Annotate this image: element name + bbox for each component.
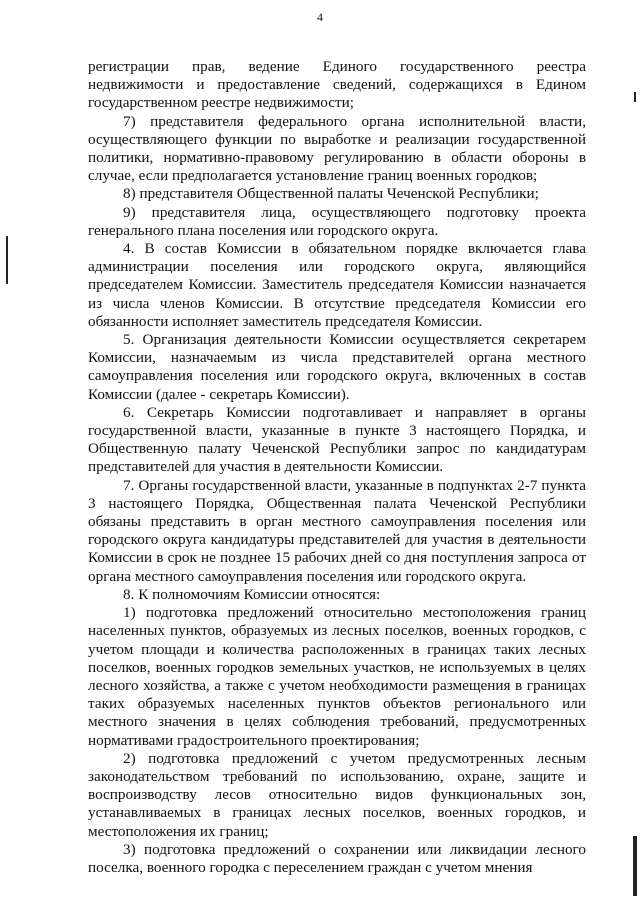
paragraph-item-9: 9) представителя лица, осуществляющего подготовку проекта генерального плана поселения или городского округа.: [88, 203, 586, 239]
page-number: 4: [317, 10, 323, 24]
paragraph-subitem-2: 2) подготовка предложений с учетом предусмотренных лесным законодательством требований по использованию, охране, защите и воспроизводству лесов относительно видов функциональных зон, устанавливаемых в границах лесных поселков, военных городков, и местоположения их границ;: [88, 749, 586, 840]
paragraph-section-6: 6. Секретарь Комиссии подготавливает и направляет в органы государственной власти, указанные в пункте 3 настоящего Порядка, и Общественную палату Чеченской Республики запрос по кандидатурам представителей для участия в деятельности Комиссии.: [88, 403, 586, 476]
paragraph-section-5: 5. Организация деятельности Комиссии осуществляется секретарем Комиссии, назначаемым из числа представителей органа местного самоуправления поселения или городского округа, включенных в состав Комиссии (далее - секретарь Комиссии).: [88, 331, 586, 403]
paragraph-continuation: регистрации прав, ведение Единого государственного реестра недвижимости и предоставление сведений, содержащихся в Едином государственном реестре недвижимости;: [88, 58, 586, 112]
paragraph-section-7: 7. Органы государственной власти, указанные в подпунктах 2-7 пункта 3 настоящего Порядка, Общественная палата Чеченской Республики обязаны представить в орган местного самоуправления поселения или городского округа кандидатуры представителей для участия в деятельности Комиссии в срок не позднее 15 рабочих дней со дня поступления запроса от органа местного самоуправления поселения или городского округа.: [88, 476, 586, 585]
document-body: [88, 58, 586, 877]
paragraph-section-8: 8. К полномочиям Комиссии относятся:: [123, 585, 381, 603]
paragraph-subitem-1: 1) подготовка предложений относительно местоположения границ населенных пунктов, образуемых из лесных поселков, военных городков, с учетом площади и количества расположенных в границах таких лесных поселков, военных городков земельных участков, не используемых в целях лесного хозяйства, а также с учетом необходимости размещения в границах таких образуемых населенных пунктов объектов регионального или местного значения в целях соблюдения требований, предусмотренных нормативами градостроительного проектирования;: [88, 604, 586, 749]
paragraph-section-4: 4. В состав Комиссии в обязательном порядке включается глава администрации поселения или городского округа, являющийся председателем Комиссии. Заместитель председателя Комиссии назначается из числа членов Комиссии. В отсутствие председателя Комиссии его обязанности исполняет заместитель председателя Комиссии.: [88, 240, 586, 330]
paragraph-subitem-3: 3) подготовка предложений о сохранении или ликвидации лесного поселка, военного городка с переселением граждан с учетом мнения: [88, 840, 586, 876]
margin-mark: [6, 236, 8, 284]
paragraph-item-8: 8) представителя Общественной палаты Чеченской Республики;: [123, 185, 539, 203]
paragraph-item-7: 7) представителя федерального органа исполнительной власти, осуществляющего функции по выработке и реализации государственной политики, нормативно-правовому регулированию в области обороны в случае, если предполагается установление границ военных городков;: [88, 112, 586, 185]
margin-mark: [633, 836, 637, 896]
margin-mark: [634, 92, 636, 102]
